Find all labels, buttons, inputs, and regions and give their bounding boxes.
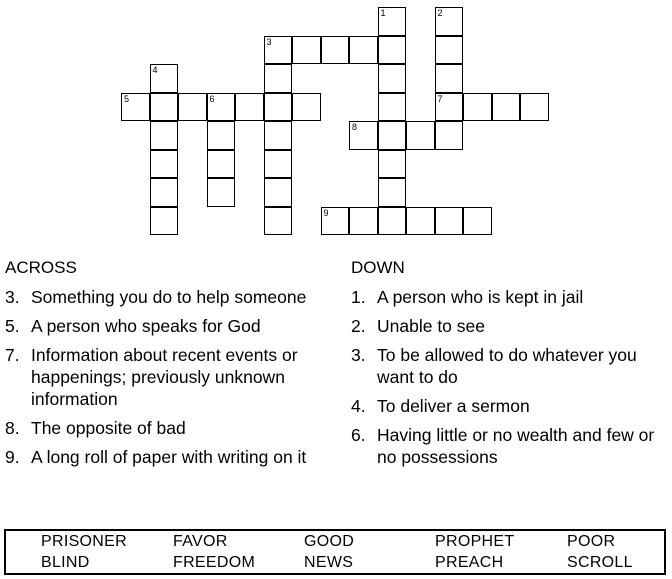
grid-cell[interactable]: [264, 150, 293, 179]
grid-cell[interactable]: [150, 207, 179, 236]
clue-text: A long roll of paper with writing on it: [31, 447, 307, 467]
clue-number: 3: [266, 36, 272, 47]
grid-cell[interactable]: [349, 36, 378, 65]
word-bank-word: GOOD: [304, 533, 355, 550]
clue-number-label: 5.: [5, 316, 20, 336]
clue-number: 7: [437, 93, 443, 104]
across-clue: [5, 286, 325, 308]
grid-cell[interactable]: [150, 93, 179, 122]
grid-cell[interactable]: [150, 178, 179, 207]
word-bank: [4, 529, 666, 575]
grid-cell[interactable]: [150, 121, 179, 150]
grid-cell[interactable]: [264, 64, 293, 93]
across-heading: ACROSS: [5, 258, 77, 277]
clue-text: Information about recent events or happenings; previously unknown information: [31, 345, 298, 409]
clue-text: Something you do to help someone: [31, 287, 307, 307]
clue-number-label: 3.: [351, 345, 366, 365]
grid-cell[interactable]: [349, 207, 378, 236]
grid-cell[interactable]: [264, 121, 293, 150]
grid-cell[interactable]: [378, 64, 407, 93]
clue-number-label: 4.: [351, 396, 366, 416]
clue-number-label: 8.: [5, 418, 20, 438]
grid-cell[interactable]: [492, 93, 521, 122]
grid-cell[interactable]: [349, 121, 378, 150]
grid-cell[interactable]: [378, 150, 407, 179]
grid-cell[interactable]: [520, 93, 549, 122]
grid-cell[interactable]: [463, 93, 492, 122]
grid-cell[interactable]: [435, 93, 464, 122]
down-clue: [351, 315, 669, 337]
clue-number: 6: [209, 93, 215, 104]
grid-cell[interactable]: [378, 178, 407, 207]
word-bank-word: SCROLL: [567, 554, 633, 571]
down-clue: [351, 395, 669, 417]
grid-cell[interactable]: [235, 93, 264, 122]
grid-cell[interactable]: [264, 36, 293, 65]
grid-cell[interactable]: [207, 93, 236, 122]
across-clue-list: [5, 286, 325, 475]
clue-number-label: 3.: [5, 287, 20, 307]
grid-cell[interactable]: [264, 207, 293, 236]
clue-text: Having little or no wealth and few or no possessions: [377, 425, 655, 467]
down-heading: DOWN: [351, 258, 405, 277]
crossword-grid: [0, 0, 672, 240]
grid-cell[interactable]: [150, 150, 179, 179]
word-bank-word: PRISONER: [41, 533, 127, 550]
grid-cell[interactable]: [463, 207, 492, 236]
clue-number-label: 9.: [5, 447, 20, 467]
grid-cell[interactable]: [378, 7, 407, 36]
word-bank-word: NEWS: [304, 554, 354, 571]
word-bank-word: PROPHET: [435, 533, 515, 550]
grid-cell[interactable]: [121, 93, 150, 122]
down-clue: [351, 286, 669, 308]
grid-cell[interactable]: [178, 93, 207, 122]
word-bank-word: POOR: [567, 533, 616, 550]
grid-cell[interactable]: [207, 178, 236, 207]
clue-text: Unable to see: [377, 316, 485, 336]
grid-cell[interactable]: [378, 207, 407, 236]
down-clue: [351, 344, 669, 388]
clue-number: 4: [152, 65, 158, 75]
grid-cell[interactable]: [435, 207, 464, 236]
across-clue: [5, 417, 325, 439]
clue-text: The opposite of bad: [31, 418, 186, 438]
across-clue: [5, 315, 325, 337]
clue-number: 8: [352, 122, 358, 132]
grid-cell[interactable]: [321, 36, 350, 65]
grid-cell[interactable]: [406, 207, 435, 236]
grid-cell[interactable]: [435, 64, 464, 93]
clue-number-label: 7.: [5, 345, 20, 365]
grid-cell[interactable]: [435, 121, 464, 150]
down-clue: [351, 424, 669, 468]
clue-text: A person who is kept in jail: [377, 287, 584, 307]
grid-cell[interactable]: [435, 36, 464, 65]
grid-cell[interactable]: [321, 207, 350, 236]
clue-text: To be allowed to do whatever you want to do: [377, 345, 637, 387]
clue-number: 5: [124, 93, 130, 104]
clue-number-label: 6.: [351, 425, 366, 445]
grid-cell[interactable]: [207, 150, 236, 179]
clue-number: 2: [437, 8, 443, 18]
grid-cell[interactable]: [292, 36, 321, 65]
clue-number-label: 1.: [351, 287, 366, 307]
clue-number: 9: [323, 207, 329, 218]
grid-cell[interactable]: [378, 121, 407, 150]
word-bank-word: PREACH: [435, 554, 504, 571]
down-clue-list: [351, 286, 669, 475]
grid-cell[interactable]: [264, 93, 293, 122]
grid-cell[interactable]: [378, 36, 407, 65]
grid-cell[interactable]: [150, 64, 179, 93]
grid-cell[interactable]: [378, 93, 407, 122]
word-bank-word: FAVOR: [173, 533, 228, 550]
clue-text: To deliver a sermon: [377, 396, 530, 416]
grid-cell[interactable]: [264, 178, 293, 207]
clue-number: 1: [380, 8, 386, 18]
clue-text: A person who speaks for God: [31, 316, 261, 336]
across-clue: [5, 446, 325, 468]
grid-cell[interactable]: [207, 121, 236, 150]
across-clue: [5, 344, 325, 410]
clue-number-label: 2.: [351, 316, 366, 336]
grid-cell[interactable]: [292, 93, 321, 122]
word-bank-word: FREEDOM: [173, 554, 256, 571]
grid-cell[interactable]: [435, 7, 464, 36]
grid-cell[interactable]: [406, 121, 435, 150]
word-bank-word: BLIND: [41, 554, 90, 571]
